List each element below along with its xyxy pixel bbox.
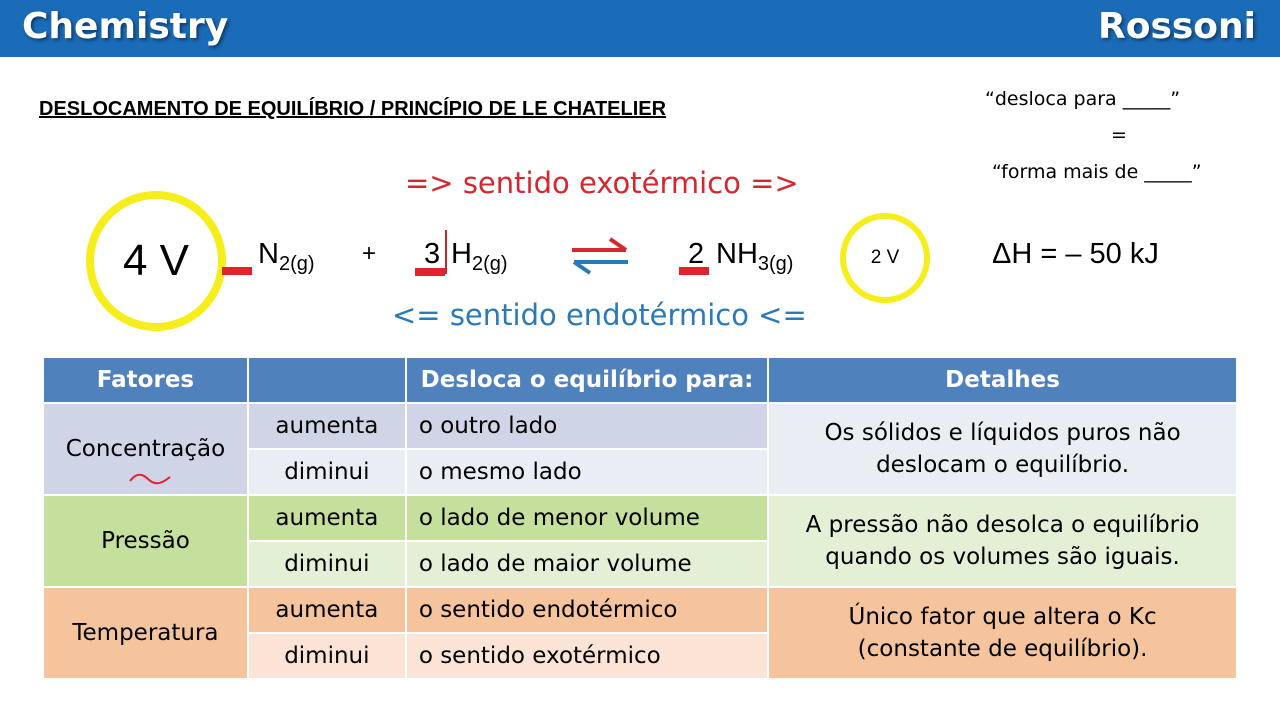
equilibrium-arrows-icon	[568, 236, 632, 276]
brand-right-title: Rossoni	[1097, 6, 1256, 47]
h2-formula: $H_{2(g)}$	[451, 238, 508, 275]
table-header-row	[43, 357, 1237, 403]
detail-pressao: A pressão não desolca o equilíbrio quando os volumes são iguais.	[768, 495, 1237, 587]
shift-cell: o outro lado	[406, 403, 768, 449]
plus-sign: +	[362, 240, 377, 267]
handwritten-tilde-icon	[128, 471, 174, 487]
slide-subtitle: DESLOCAMENTO DE EQUILÍBRIO / PRINCÍPIO DE LE CHATELIER	[39, 98, 667, 120]
shift-cell: o lado de menor volume	[406, 495, 768, 541]
product-volume-label: 2 V	[870, 247, 900, 268]
factor-pressao: Pressão	[43, 495, 248, 587]
table-row	[43, 403, 1237, 449]
change-cell: diminui	[248, 541, 406, 587]
endothermic-direction-label: <= sentido endotérmico <=	[392, 298, 807, 332]
detail-concentracao: Os sólidos e líquidos puros não deslocam o equilíbrio.	[768, 403, 1237, 495]
shift-cell: o sentido exotérmico	[406, 633, 768, 679]
change-cell: aumenta	[248, 403, 406, 449]
nh3-coefficient: 2	[688, 238, 705, 270]
nh3-formula: $NH_{3(g)}$	[716, 238, 794, 275]
exothermic-direction-label: => sentido exotérmico =>	[405, 166, 799, 200]
shift-cell: o sentido endotérmico	[406, 587, 768, 633]
header-blank	[248, 357, 406, 403]
change-cell: diminui	[248, 449, 406, 495]
header-detalhes: Detalhes	[768, 357, 1237, 403]
le-chatelier-table	[42, 356, 1238, 680]
note-line-3: “forma mais de _____”	[992, 161, 1202, 183]
header-desloca: Desloca o equilíbrio para:	[406, 357, 768, 403]
factor-temperatura: Temperatura	[43, 587, 248, 679]
n2-formula: $N_{2(g)}$	[258, 238, 315, 275]
table-row	[43, 587, 1237, 633]
n2-coefficient-blank	[222, 267, 252, 275]
note-line-1: “desloca para _____”	[985, 88, 1181, 110]
detail-temperatura: Único fator que altera o Kc (constante de equilíbrio).	[768, 587, 1237, 679]
h2-coefficient: 3	[424, 238, 441, 270]
note-line-2: =	[1111, 124, 1127, 146]
factor-concentracao: Concentração	[43, 403, 248, 495]
shift-cell: o lado de maior volume	[406, 541, 768, 587]
change-cell: aumenta	[248, 495, 406, 541]
table-row	[43, 495, 1237, 541]
cursor-mark	[445, 230, 447, 274]
reactant-volume-label: 4 V	[122, 236, 190, 285]
product-volume-circle	[840, 213, 930, 303]
change-cell: diminui	[248, 633, 406, 679]
enthalpy-value: ΔH = – 50 kJ	[992, 238, 1159, 270]
reactant-volume-circle	[86, 191, 226, 331]
change-cell: aumenta	[248, 587, 406, 633]
header-fatores: Fatores	[43, 357, 248, 403]
shift-cell: o mesmo lado	[406, 449, 768, 495]
brand-left-title: Chemistry	[22, 6, 229, 47]
